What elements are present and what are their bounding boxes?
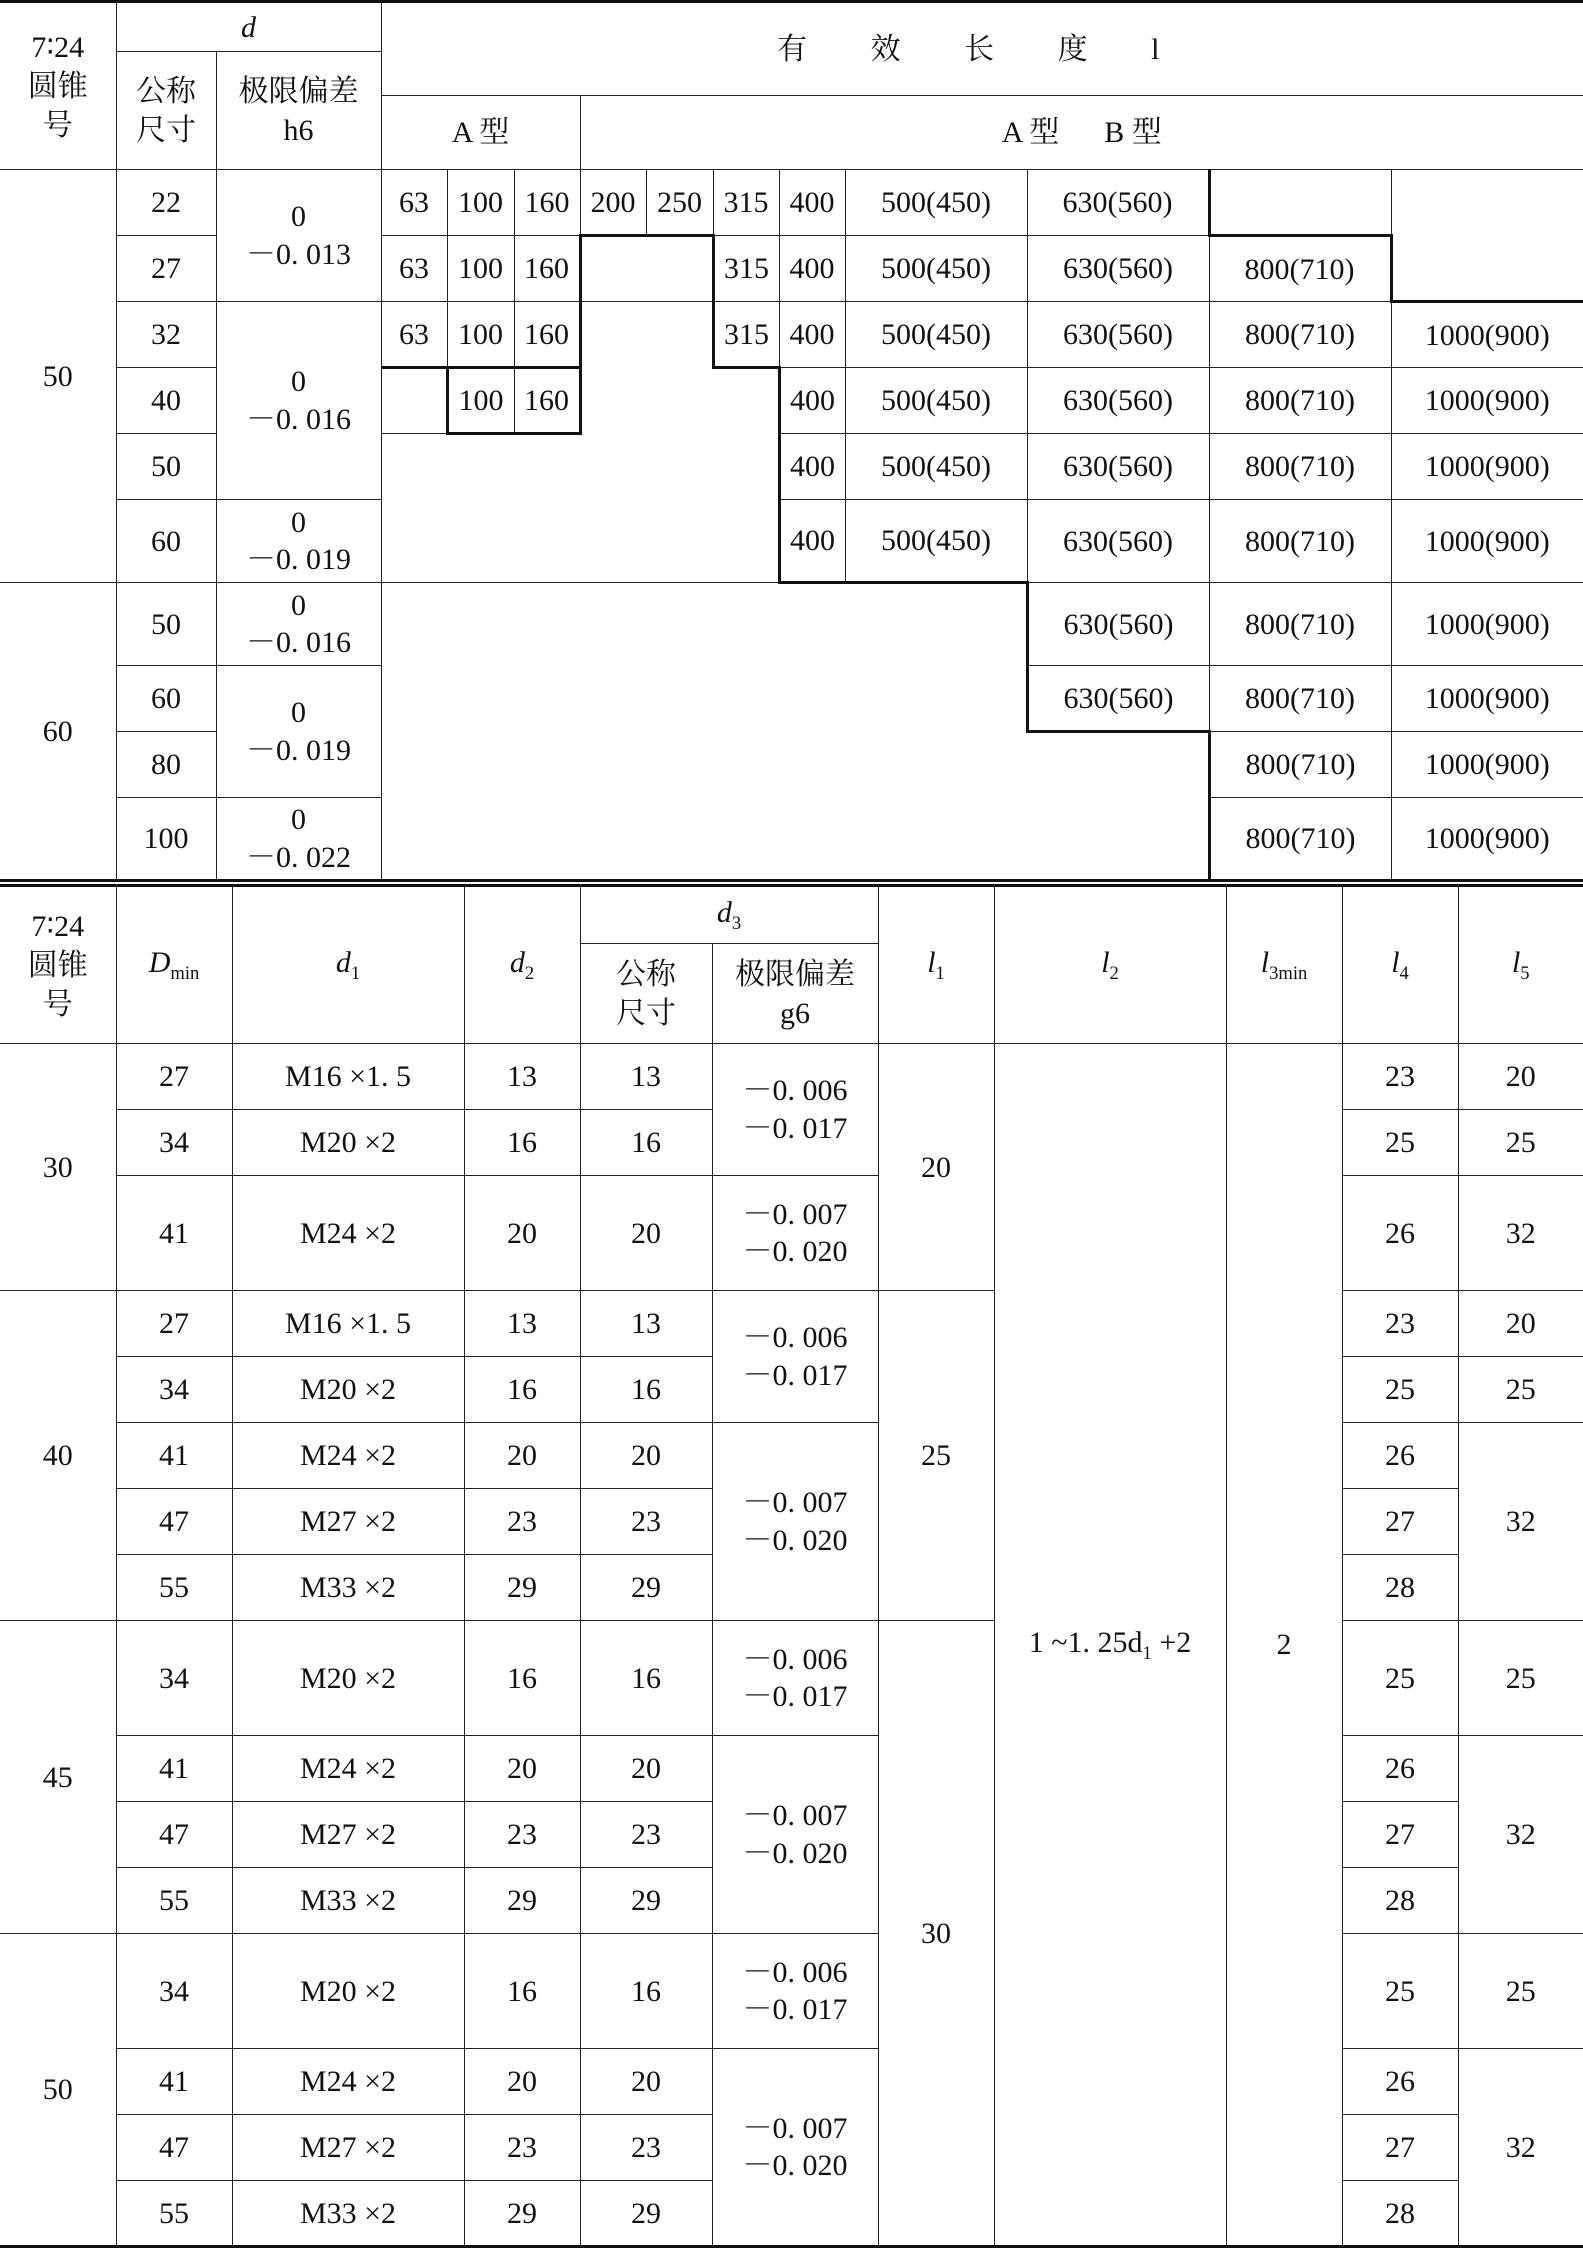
effective-length-table [0, 0, 1583, 882]
d-value: 50 [116, 583, 216, 666]
d2: 16 [464, 1357, 580, 1423]
d1: M16 ×1. 5 [232, 1291, 464, 1357]
len-cell: 800(710) [1209, 236, 1391, 302]
l4: 23 [1342, 1044, 1458, 1110]
l4: 28 [1342, 1555, 1458, 1621]
len-cell: 1000(900) [1391, 368, 1583, 434]
len-cell: 1000(900) [1391, 732, 1583, 798]
taper-60: 60 [0, 583, 116, 881]
len-cell: 800(710) [1209, 434, 1391, 500]
len-cell: 1000(900) [1391, 500, 1583, 583]
empty-cell [580, 368, 779, 434]
d3: 23 [580, 1802, 712, 1868]
l5: 20 [1458, 1044, 1583, 1110]
d2-subscript: 2 [524, 963, 535, 985]
d3: 29 [580, 1868, 712, 1934]
d1: M24 ×2 [232, 2049, 464, 2115]
len-cell: 160 [514, 170, 580, 236]
d1: M27 ×2 [232, 1802, 464, 1868]
dmin-symbol: D [148, 946, 171, 980]
d3: 13 [580, 1291, 712, 1357]
d3-subscript: 3 [731, 913, 742, 935]
d3-header [580, 886, 878, 944]
d1: M20 ×2 [232, 1621, 464, 1736]
d1: M24 ×2 [232, 1176, 464, 1291]
dmin: 55 [116, 1555, 232, 1621]
d2: 16 [464, 1934, 580, 2049]
d3-tolerance: －0. 006 －0. 017 [712, 1934, 878, 2049]
empty-cell [381, 583, 1027, 666]
len-cell: 630(560) [1027, 236, 1209, 302]
d3-tolerance: －0. 007 －0. 020 [712, 1176, 878, 1291]
len-cell: 400 [779, 236, 845, 302]
empty-cell [1209, 170, 1391, 236]
d1: M27 ×2 [232, 2115, 464, 2181]
len-cell: 630(560) [1027, 583, 1209, 666]
type-ab-header: A 型 B 型 [580, 96, 1583, 170]
d3: 20 [580, 1176, 712, 1291]
d3-tolerance: －0. 006 －0. 017 [712, 1044, 878, 1176]
dmin: 27 [116, 1044, 232, 1110]
l4: 27 [1342, 1802, 1458, 1868]
l1-subscript: 1 [935, 963, 945, 985]
nominal-header: 公称 尺寸 [116, 52, 216, 170]
len-cell: 800(710) [1209, 583, 1391, 666]
len-cell: 630(560) [1027, 500, 1209, 583]
dmin: 34 [116, 1934, 232, 2049]
dmin: 55 [116, 1868, 232, 1934]
d1: M33 ×2 [232, 1555, 464, 1621]
d3-symbol: d [716, 896, 732, 930]
empty-cell [381, 368, 447, 434]
d3: 16 [580, 1621, 712, 1736]
type-a-header: A 型 [381, 96, 580, 170]
l4: 26 [1342, 1736, 1458, 1802]
d3: 20 [580, 1423, 712, 1489]
len-cell: 250 [646, 170, 713, 236]
d-header: d [116, 2, 381, 52]
l1: 25 [878, 1291, 994, 1621]
empty-cell [381, 500, 779, 583]
l3-value: 2 [1226, 1044, 1342, 2247]
d2: 29 [464, 1868, 580, 1934]
len-cell: 500(450) [845, 500, 1027, 583]
len-cell: 315 [713, 170, 779, 236]
d3: 29 [580, 1555, 712, 1621]
l3-header [1226, 886, 1342, 1044]
len-cell: 200 [580, 170, 646, 236]
tolerance: 0 －0. 013 [216, 170, 381, 302]
l5-header [1458, 886, 1583, 1044]
effective-length-header [381, 2, 1583, 96]
len-cell: 1000(900) [1391, 666, 1583, 732]
d2: 16 [464, 1621, 580, 1736]
len-cell: 100 [447, 368, 514, 434]
dmin: 41 [116, 1423, 232, 1489]
d-value: 100 [116, 798, 216, 881]
dmin: 41 [116, 1176, 232, 1291]
tolerance: 0 －0. 016 [216, 302, 381, 500]
len-cell: 160 [514, 368, 580, 434]
dimension-table [0, 884, 1583, 2248]
d2: 23 [464, 2115, 580, 2181]
d3-nominal-header: 公称 尺寸 [580, 944, 712, 1044]
d-value: 80 [116, 732, 216, 798]
len-cell: 63 [381, 170, 447, 236]
l2-value [994, 1044, 1226, 2247]
dmin: 27 [116, 1291, 232, 1357]
d1-header [232, 886, 464, 1044]
taper-40: 40 [0, 1291, 116, 1621]
l4: 23 [1342, 1291, 1458, 1357]
l4-subscript: 4 [1399, 963, 1409, 985]
dmin: 55 [116, 2181, 232, 2247]
len-cell: 1000(900) [1391, 583, 1583, 666]
len-cell: 100 [447, 302, 514, 368]
len-cell: 800(710) [1209, 732, 1391, 798]
empty-cell [381, 434, 779, 500]
len-cell: 630(560) [1027, 666, 1209, 732]
l4: 26 [1342, 1176, 1458, 1291]
taper-30: 30 [0, 1044, 116, 1291]
d3: 23 [580, 2115, 712, 2181]
taper-header: 7∶24 圆锥 号 [0, 2, 116, 170]
l4: 26 [1342, 2049, 1458, 2115]
d1: M24 ×2 [232, 1736, 464, 1802]
taper-header: 7∶24 圆锥 号 [0, 886, 116, 1044]
d1: M24 ×2 [232, 1423, 464, 1489]
len-cell: 800(710) [1209, 500, 1391, 583]
l5: 32 [1458, 2049, 1583, 2247]
d1-symbol: d [335, 946, 351, 980]
d3-tolerance: －0. 007 －0. 020 [712, 2049, 878, 2247]
l5: 25 [1458, 1110, 1583, 1176]
d1-subscript: 1 [350, 963, 361, 985]
l4: 25 [1342, 1110, 1458, 1176]
l5: 32 [1458, 1736, 1583, 1934]
empty-cell [580, 236, 713, 302]
empty-cell [1391, 170, 1583, 236]
d3-tolerance: －0. 007 －0. 020 [712, 1423, 878, 1621]
l2-formula-subscript: 1 [1142, 1642, 1152, 1664]
l5-subscript: 5 [1520, 963, 1530, 985]
l4: 27 [1342, 2115, 1458, 2181]
dmin: 47 [116, 1802, 232, 1868]
d3: 13 [580, 1044, 712, 1110]
dmin: 34 [116, 1357, 232, 1423]
dmin: 34 [116, 1110, 232, 1176]
taper-50: 50 [0, 170, 116, 583]
d3-tolerance: －0. 006 －0. 017 [712, 1291, 878, 1423]
empty-cell [381, 798, 1209, 881]
len-cell: 630(560) [1027, 302, 1209, 368]
len-cell: 500(450) [845, 368, 1027, 434]
l5: 32 [1458, 1423, 1583, 1621]
len-cell: 500(450) [845, 236, 1027, 302]
len-cell: 800(710) [1209, 798, 1391, 881]
d3: 20 [580, 1736, 712, 1802]
d3-tolerance: －0. 006 －0. 017 [712, 1621, 878, 1736]
l4: 25 [1342, 1934, 1458, 2049]
d1: M20 ×2 [232, 1110, 464, 1176]
d2: 23 [464, 1802, 580, 1868]
l3-symbol: l [1260, 946, 1270, 980]
taper-50: 50 [0, 1934, 116, 2247]
dmin: 47 [116, 2115, 232, 2181]
d2: 20 [464, 1423, 580, 1489]
d1: M27 ×2 [232, 1489, 464, 1555]
d2-symbol: d [509, 946, 525, 980]
dmin: 47 [116, 1489, 232, 1555]
tolerance-h6-header: 极限偏差 h6 [216, 52, 381, 170]
empty-cell [381, 732, 1209, 798]
d-value: 32 [116, 302, 216, 368]
l5: 25 [1458, 1621, 1583, 1736]
l4: 28 [1342, 1868, 1458, 1934]
l5-symbol: l [1511, 946, 1521, 980]
l4: 25 [1342, 1621, 1458, 1736]
d3: 20 [580, 2049, 712, 2115]
d2: 13 [464, 1291, 580, 1357]
l4: 25 [1342, 1357, 1458, 1423]
d1: M20 ×2 [232, 1357, 464, 1423]
d3: 16 [580, 1110, 712, 1176]
empty-cell [1391, 236, 1583, 302]
l5: 25 [1458, 1934, 1583, 2049]
d-value: 50 [116, 434, 216, 500]
d3: 16 [580, 1934, 712, 2049]
l2-formula-tail: +2 [1151, 1625, 1192, 1659]
d2: 20 [464, 1176, 580, 1291]
l4-symbol: l [1391, 946, 1400, 980]
len-cell: 800(710) [1209, 302, 1391, 368]
dmin: 41 [116, 1736, 232, 1802]
len-cell: 315 [713, 236, 779, 302]
empty-cell [381, 666, 1027, 732]
len-cell: 400 [779, 500, 845, 583]
tolerance: 0 －0. 022 [216, 798, 381, 881]
d-value: 22 [116, 170, 216, 236]
len-cell: 400 [779, 302, 845, 368]
d2: 23 [464, 1489, 580, 1555]
l1-symbol: l [927, 946, 936, 980]
len-cell: 630(560) [1027, 170, 1209, 236]
l2-subscript: 2 [1109, 963, 1119, 985]
len-cell: 500(450) [845, 434, 1027, 500]
len-cell: 1000(900) [1391, 302, 1583, 368]
l2-symbol: l [1101, 946, 1110, 980]
l5: 25 [1458, 1357, 1583, 1423]
len-cell: 630(560) [1027, 368, 1209, 434]
d-value: 27 [116, 236, 216, 302]
d1: M20 ×2 [232, 1934, 464, 2049]
d1: M16 ×1. 5 [232, 1044, 464, 1110]
len-cell: 1000(900) [1391, 798, 1583, 881]
d-value: 40 [116, 368, 216, 434]
l1: 30 [878, 1621, 994, 2247]
l4-header [1342, 886, 1458, 1044]
l4: 27 [1342, 1489, 1458, 1555]
len-cell: 500(450) [845, 302, 1027, 368]
d2: 20 [464, 1736, 580, 1802]
d-value: 60 [116, 666, 216, 732]
d2: 29 [464, 2181, 580, 2247]
l2-formula: 1 ~1. 25d [1028, 1625, 1143, 1659]
tolerance: 0 －0. 019 [216, 500, 381, 583]
d2-header [464, 886, 580, 1044]
d3: 16 [580, 1357, 712, 1423]
dmin-header [116, 886, 232, 1044]
d2: 16 [464, 1110, 580, 1176]
len-cell: 400 [779, 368, 845, 434]
effective-length-label: 有 效 长 度 l [777, 32, 1188, 66]
empty-cell [580, 302, 713, 368]
len-cell: 400 [779, 170, 845, 236]
d3-tolerance: －0. 007 －0. 020 [712, 1736, 878, 1934]
d3: 23 [580, 1489, 712, 1555]
d2: 29 [464, 1555, 580, 1621]
d3: 29 [580, 2181, 712, 2247]
d-value: 60 [116, 500, 216, 583]
len-cell: 800(710) [1209, 666, 1391, 732]
d2: 20 [464, 2049, 580, 2115]
len-cell: 63 [381, 302, 447, 368]
d1: M33 ×2 [232, 1868, 464, 1934]
len-cell: 100 [447, 170, 514, 236]
len-cell: 160 [514, 302, 580, 368]
l4: 28 [1342, 2181, 1458, 2247]
dmin: 41 [116, 2049, 232, 2115]
len-cell: 1000(900) [1391, 434, 1583, 500]
l5: 32 [1458, 1176, 1583, 1291]
l2-header [994, 886, 1226, 1044]
dmin: 34 [116, 1621, 232, 1736]
dmin-subscript: min [170, 963, 200, 985]
len-cell: 500(450) [845, 170, 1027, 236]
len-cell: 160 [514, 236, 580, 302]
taper-45: 45 [0, 1621, 116, 1934]
d3-tolerance-header: 极限偏差 g6 [712, 944, 878, 1044]
len-cell: 100 [447, 236, 514, 302]
l1: 20 [878, 1044, 994, 1291]
len-cell: 800(710) [1209, 368, 1391, 434]
len-cell: 315 [713, 302, 779, 368]
len-cell: 630(560) [1027, 434, 1209, 500]
d1: M33 ×2 [232, 2181, 464, 2247]
len-cell: 63 [381, 236, 447, 302]
l4: 26 [1342, 1423, 1458, 1489]
l1-header [878, 886, 994, 1044]
d2: 13 [464, 1044, 580, 1110]
len-cell: 400 [779, 434, 845, 500]
tolerance: 0 －0. 016 [216, 583, 381, 666]
l3-subscript: 3min [1269, 963, 1308, 985]
l5: 20 [1458, 1291, 1583, 1357]
tolerance: 0 －0. 019 [216, 666, 381, 798]
